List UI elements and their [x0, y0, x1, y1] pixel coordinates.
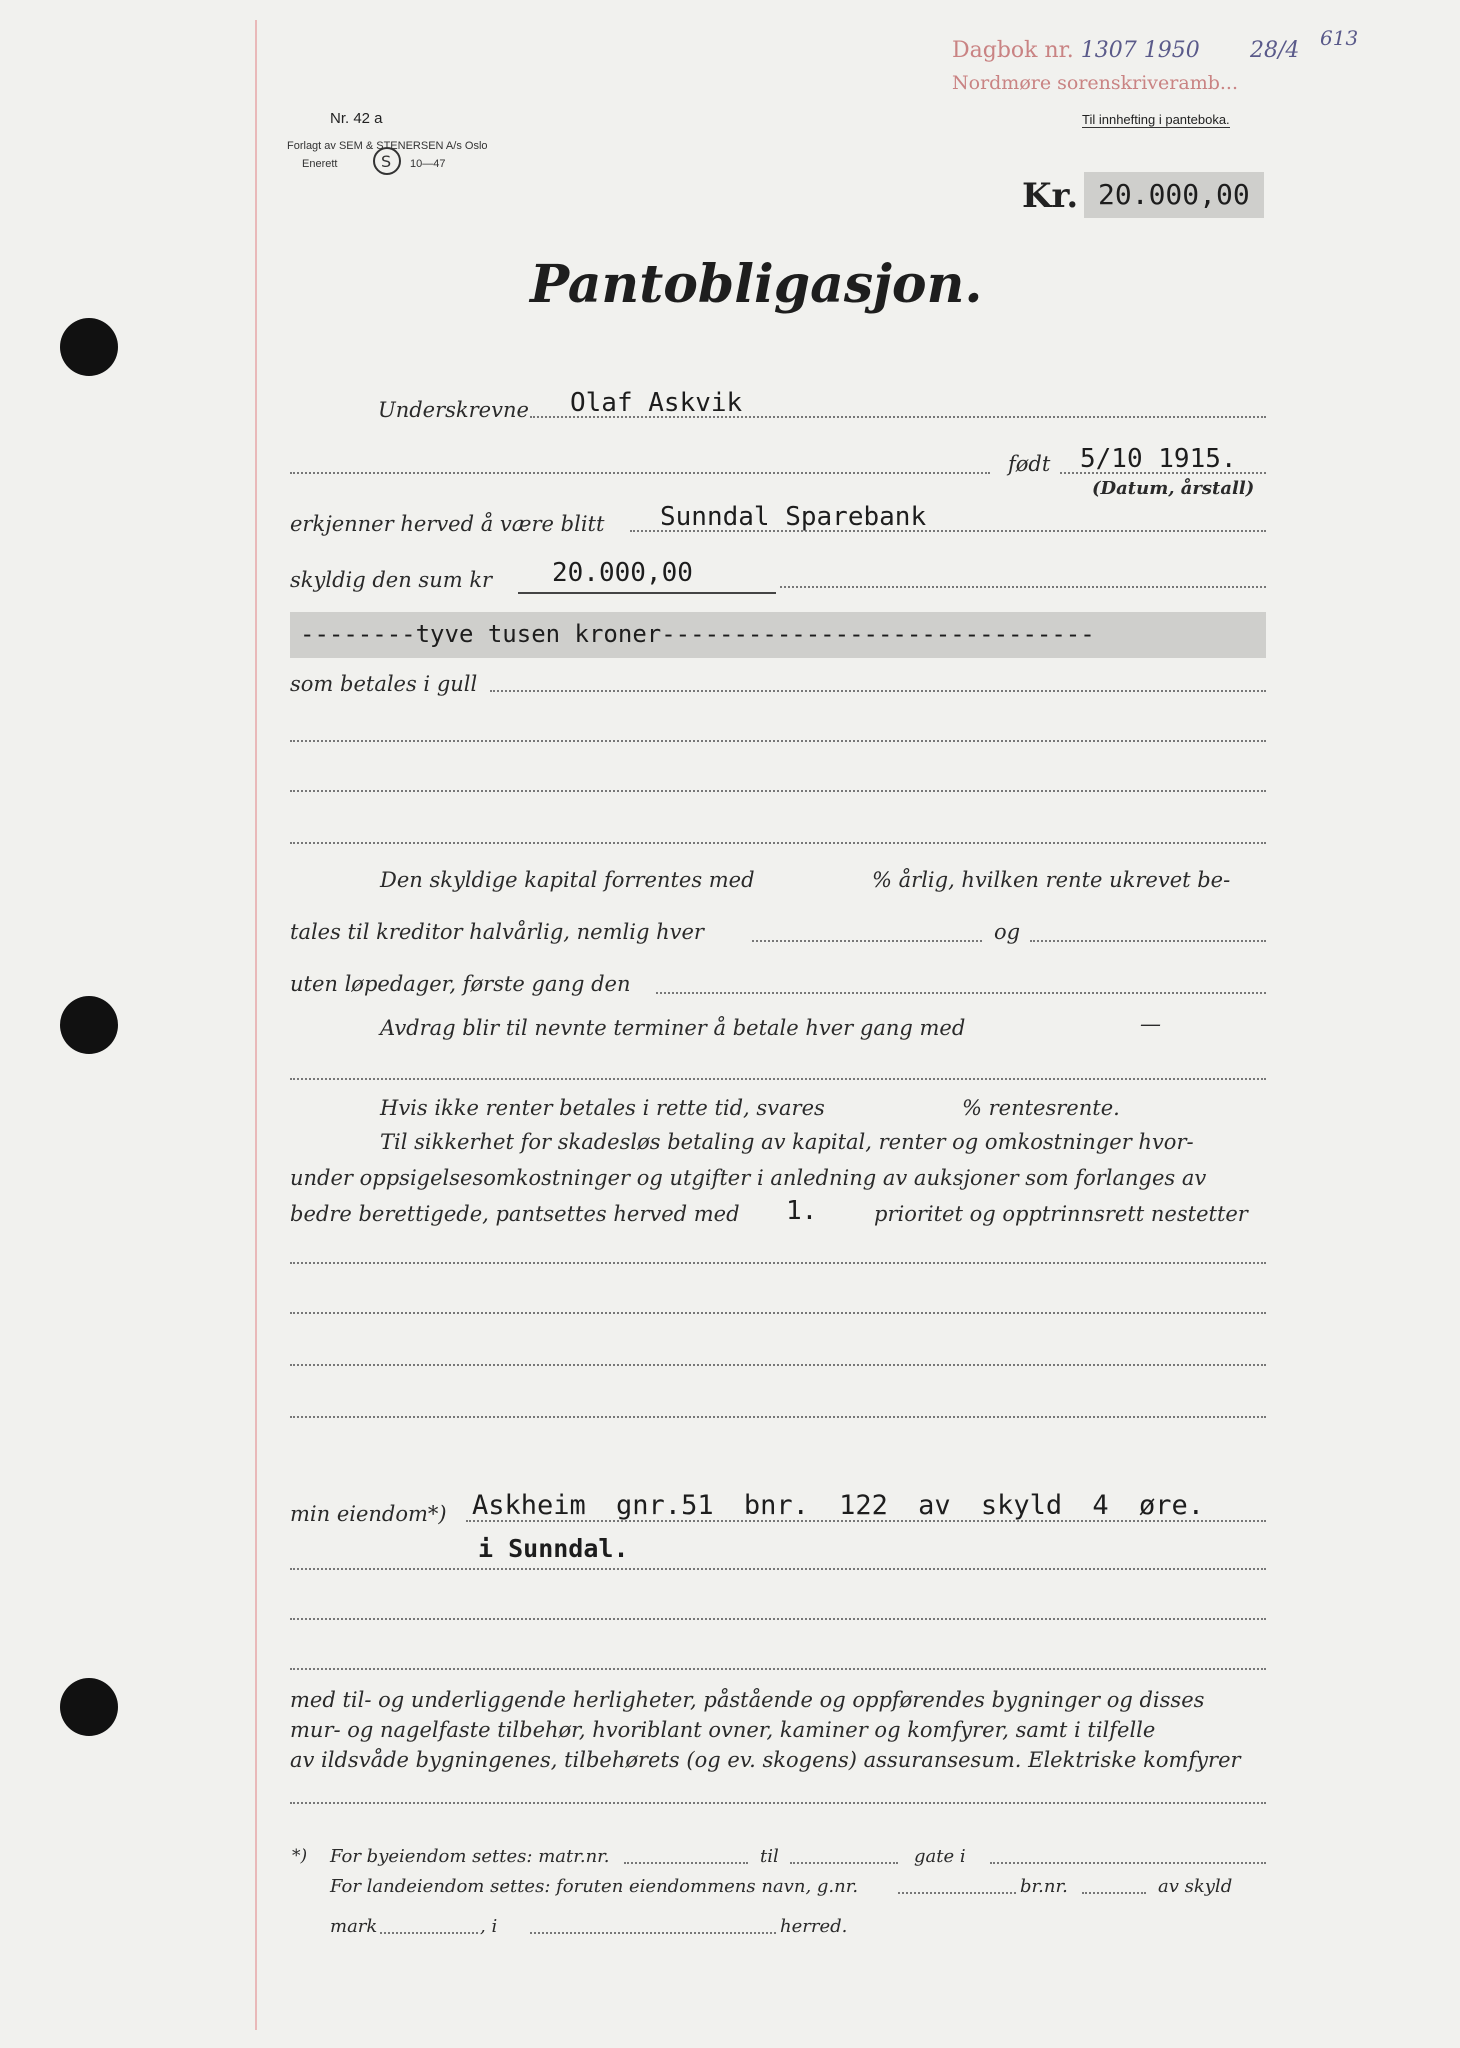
security-p1: Til sikkerhet for skadesløs betaling av kapital, renter og omkostninger hvor- — [380, 1130, 1194, 1154]
stamp-date: 28/4 — [1250, 38, 1300, 63]
footnote-line — [1082, 1892, 1146, 1894]
punch-hole — [60, 1678, 118, 1736]
interest-line2b: og — [994, 920, 1021, 944]
blank-line — [290, 472, 990, 474]
blank-line — [290, 1668, 1266, 1670]
footnote-line — [624, 1862, 748, 1864]
footnote-line — [790, 1862, 898, 1864]
footnote-f1a: For byeiendom settes: matr.nr. — [330, 1846, 610, 1867]
footnote-marker: *) — [292, 1846, 308, 1866]
blank-line — [290, 1802, 1266, 1804]
blank-line — [290, 740, 1266, 742]
sum-value: 20.000,00 — [552, 558, 693, 588]
instalment-line: Avdrag blir til nevnte terminer å betale hver gang med — [380, 1016, 966, 1040]
gold-line — [490, 690, 1266, 692]
document-title: Pantobligasjon. — [530, 254, 983, 315]
blank-line — [290, 1262, 1266, 1264]
footnote-line — [898, 1892, 1016, 1894]
footnote-f2c: av skyld — [1158, 1876, 1233, 1897]
creditor-value: Sunndal Sparebank — [660, 502, 927, 532]
svg-text:S: S — [381, 152, 392, 171]
instalment-value: — — [1140, 1012, 1161, 1036]
blank-line — [290, 1618, 1266, 1620]
footnote-f3a: mark — [330, 1916, 378, 1937]
stamp-office: Nordmøre sorenskriveramb... — [952, 72, 1238, 94]
blank-line — [290, 1078, 1266, 1080]
gold-label: som betales i gull — [290, 672, 478, 696]
words-value: --------tyve tusen kroner------------------------------ — [300, 620, 1095, 648]
undersigned-label: Underskrevne — [378, 398, 529, 422]
footnote-f2a: For landeiendom settes: foruten eiendommens navn, g.nr. — [330, 1876, 859, 1897]
term-line — [1030, 940, 1266, 942]
sum-line — [780, 586, 1266, 588]
dagbok-stamp — [952, 38, 1200, 63]
born-hint: (Datum, årstall) — [1092, 478, 1255, 499]
blank-line — [290, 1416, 1266, 1418]
page-number: 613 — [1320, 26, 1359, 50]
security-p3: bedre berettigede, pantsettes herved med — [290, 1202, 740, 1226]
interest-line3: uten løpedager, første gang den — [290, 972, 631, 996]
closing-l3: av ildsvåde bygningenes, tilbehørets (og ev. skogens) assuransesum. Elektriske komfyrer — [290, 1748, 1241, 1772]
footnote-f1b: til — [760, 1846, 779, 1867]
publisher-date: 10—47 — [410, 158, 446, 170]
closing-l2: mur- og nagelfaste tilbehør, hvoriblant ovner, kaminer og komfyrer, samt i tilfelle — [290, 1718, 1156, 1742]
footnote-line — [380, 1932, 478, 1934]
punch-hole — [60, 318, 118, 376]
blank-line — [290, 790, 1266, 792]
priority-value: 1. — [786, 1196, 818, 1226]
term-line — [752, 940, 982, 942]
footnote-f1c: gate i — [914, 1846, 966, 1867]
security-p2: under oppsigelsesomkostninger og utgifter i anledning av auksjoner som forlanges av — [290, 1166, 1207, 1190]
publisher-enerett: Enerett — [302, 158, 338, 170]
binding-note: Til innhefting i panteboka. — [1082, 112, 1230, 127]
interest-line2: tales til kreditor halvårlig, nemlig hver — [290, 920, 704, 944]
property-label: min eiendom*) — [290, 1502, 447, 1526]
sum-underline — [518, 592, 776, 594]
publisher-line: Forlagt av SEM & STENERSEN A/s Oslo — [287, 140, 488, 152]
footnote-f2b: br.nr. — [1020, 1876, 1068, 1897]
acknowledge-label: erkjenner herved å være blitt — [290, 512, 605, 536]
property-municipality: i Sunndal. — [478, 1534, 629, 1563]
publisher-logo-icon — [370, 146, 404, 176]
blank-line — [290, 1364, 1266, 1366]
form-number: Nr. 42 a — [330, 110, 383, 127]
closing-l1: med til- og underliggende herligheter, påstående og oppførendes bygninger og disses — [290, 1688, 1205, 1712]
interest-line1b: % årlig, hvilken rente ukrevet be- — [872, 868, 1231, 892]
dagbok-year: 1950 — [1143, 38, 1200, 63]
late-interest-a: Hvis ikke renter betales i rette tid, svares — [380, 1096, 825, 1120]
punch-hole — [60, 996, 118, 1054]
first-date-line — [656, 992, 1266, 994]
footnote-line — [990, 1862, 1266, 1864]
sum-label: skyldig den sum kr — [290, 568, 493, 592]
property-value: Askheim gnr.51 bnr. 122 av skyld 4 øre. — [472, 1490, 1204, 1521]
footnote-f3c: herred. — [780, 1916, 848, 1937]
dagbok-number: 1307 — [1080, 38, 1137, 63]
born-value: 5/10 1915. — [1080, 444, 1237, 474]
dagbok-prefix: Dagbok nr. — [952, 38, 1074, 63]
blank-line — [290, 842, 1266, 844]
born-label: født — [1008, 452, 1051, 476]
margin-line — [255, 20, 257, 2030]
blank-line — [290, 1312, 1266, 1314]
amount-label: Kr. — [1022, 176, 1079, 216]
blank-line — [290, 1568, 1266, 1570]
amount-value: 20.000,00 — [1098, 178, 1250, 211]
late-interest-b: % rentesrente. — [962, 1096, 1120, 1120]
security-p3b: prioritet og opptrinnsrett nestetter — [874, 1202, 1248, 1226]
undersigned-value: Olaf Askvik — [570, 388, 743, 418]
footnote-f3b: , i — [480, 1916, 498, 1937]
interest-line1: Den skyldige kapital forrentes med — [380, 868, 755, 892]
footnote-line — [530, 1932, 776, 1934]
